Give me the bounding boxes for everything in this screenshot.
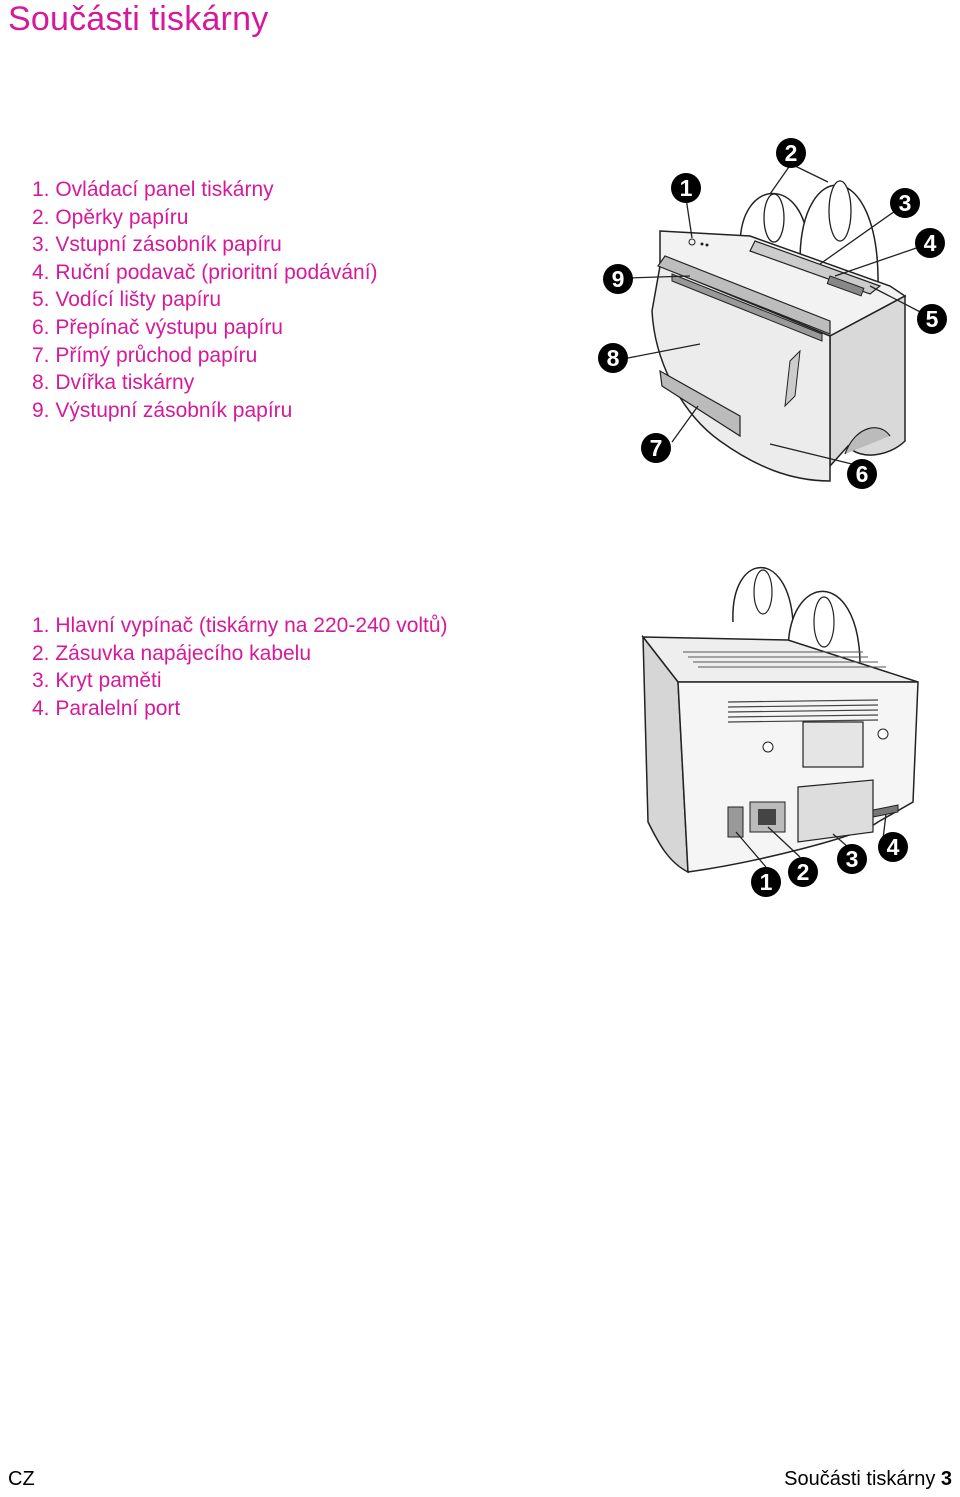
callout-6: 6: [855, 461, 869, 487]
printer-rear-drawing: [628, 552, 928, 902]
callout-3: 3: [898, 190, 912, 216]
rear-parts-list: [32, 612, 448, 722]
callout-5: 5: [925, 306, 939, 332]
rear-callout-2: 2: [796, 859, 810, 885]
rear-callout-3: 3: [845, 846, 859, 872]
footer-section-title: Součásti tiskárny: [784, 1468, 936, 1490]
rear-callout-4: 4: [886, 834, 900, 860]
list-item: 7. Přímý průchod papíru: [32, 343, 258, 367]
list-item: 2. Opěrky papíru: [32, 205, 189, 229]
list-item: 8. Dvířka tiskárny: [32, 371, 195, 395]
footer-language: CZ: [8, 1468, 35, 1490]
callout-2: 2: [784, 140, 798, 166]
front-parts-list: [32, 176, 378, 424]
page-number: 3: [940, 1468, 952, 1490]
list-item: 5. Vodící lišty papíru: [32, 288, 222, 312]
list-item: 2. Zásuvka napájecího kabelu: [32, 641, 312, 665]
list-item: 6. Přepínač výstupu papíru: [32, 315, 283, 339]
page-title: Součásti tiskárny: [8, 0, 269, 38]
callout-9: 9: [611, 266, 625, 292]
callout-1: 1: [679, 175, 693, 201]
printer-front-illustration: [590, 136, 960, 496]
list-item: 1. Hlavní vypínač (tiskárny na 220-240 voltů): [32, 614, 448, 637]
list-item: 3. Vstupní zásobník papíru: [32, 233, 282, 257]
callout-8: 8: [606, 345, 620, 371]
list-item: 3. Kryt paměti: [32, 669, 162, 693]
list-item: 1. Ovládací panel tiskárny: [32, 178, 274, 201]
callout-4: 4: [923, 230, 937, 256]
footer-page-info: [784, 1468, 952, 1491]
list-item: 9. Výstupní zásobník papíru: [32, 398, 293, 422]
rear-callout-1: 1: [759, 869, 773, 895]
list-item: 4. Paralelní port: [32, 696, 181, 720]
list-item: 4. Ruční podavač (prioritní podávání): [32, 260, 378, 284]
printer-front-drawing: [590, 136, 960, 496]
printer-rear-illustration: [628, 552, 928, 902]
callout-7: 7: [649, 435, 663, 461]
